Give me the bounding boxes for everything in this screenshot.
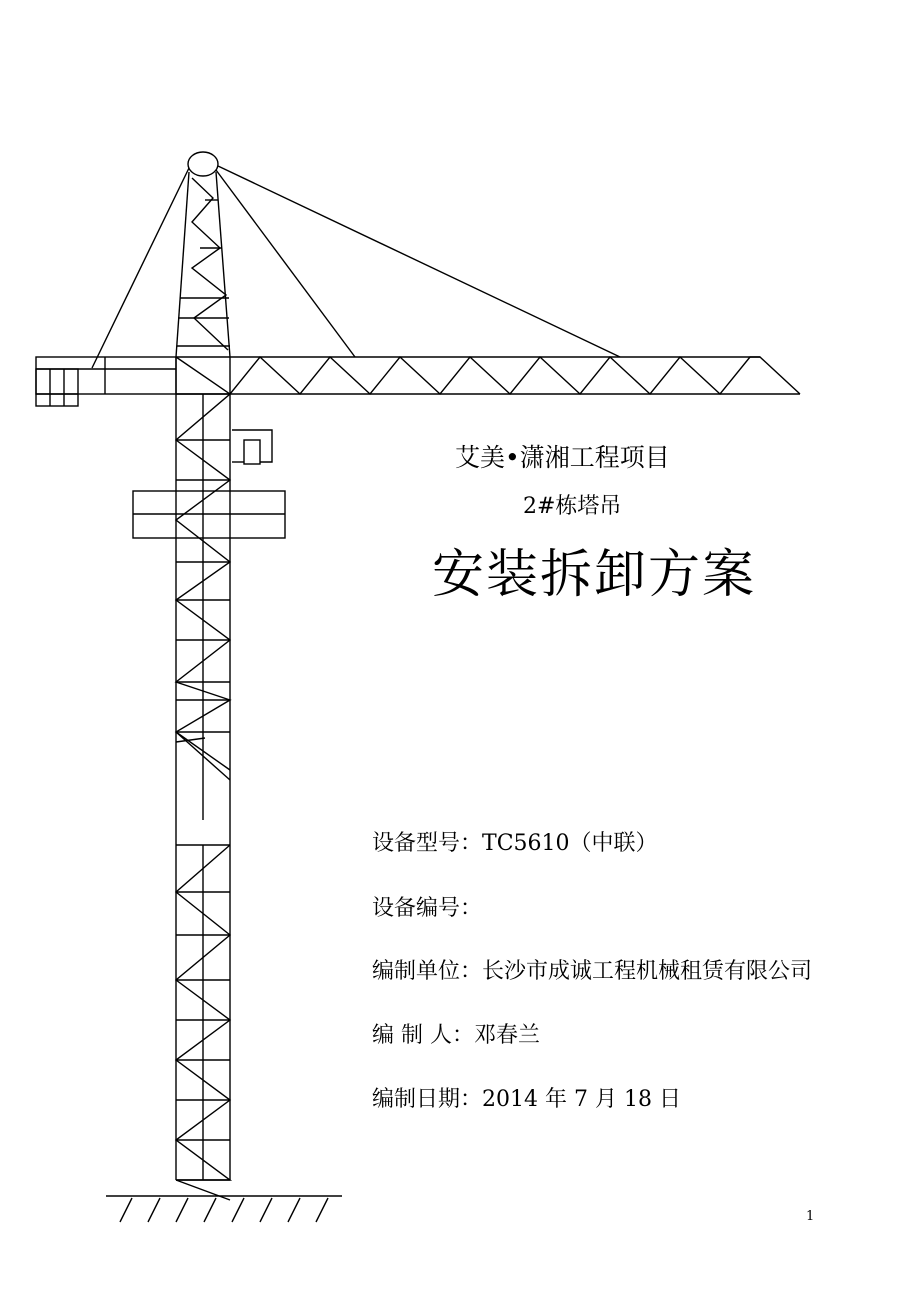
field-equipment-number: [372, 891, 482, 922]
crane-apex-pulley: [188, 152, 218, 176]
field-value: TC5610（中联）: [482, 831, 658, 856]
field-value: 2014 年 7 月 18 日: [482, 1087, 681, 1112]
field-value: 长沙市成诚工程机械租赁有限公司: [482, 959, 813, 984]
building-label: 2#栋塔吊: [523, 494, 622, 519]
field-label: 编制日期：: [372, 1087, 483, 1112]
field-label: 编制单位：: [372, 959, 483, 984]
project-name: 艾美•潇湘工程项目: [455, 443, 670, 472]
field-compile-date: [372, 1082, 681, 1113]
field-label: 编 制 人：: [372, 1023, 474, 1048]
document-title: 安装拆卸方案: [432, 545, 757, 605]
field-label: 设备型号：: [372, 831, 483, 856]
page-number: 1: [806, 1209, 815, 1224]
field-equipment-model: [372, 826, 658, 857]
field-label: 设备编号：: [372, 896, 483, 921]
field-value: 邓春兰: [474, 1023, 541, 1048]
field-compiler: [372, 1018, 540, 1049]
field-compiling-unit: [372, 954, 812, 985]
